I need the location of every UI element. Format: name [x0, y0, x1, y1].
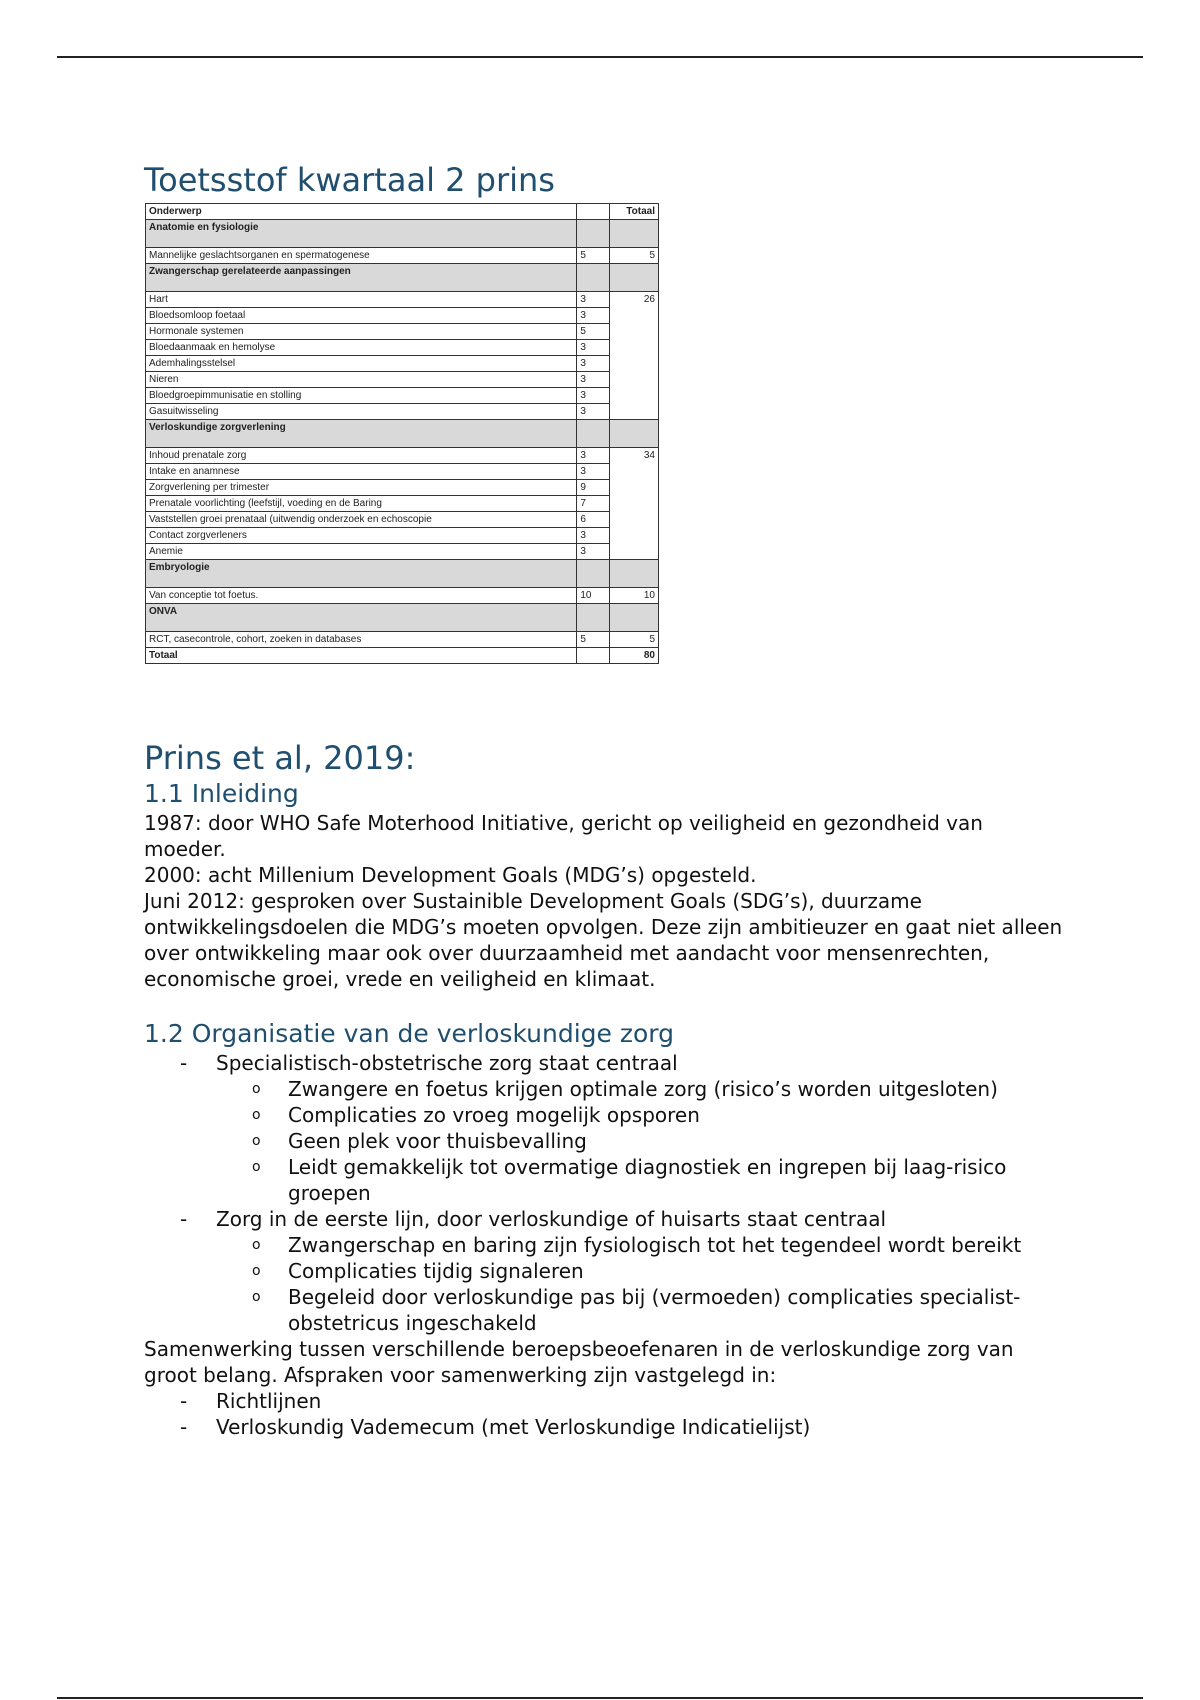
total-label: Totaal	[146, 648, 577, 664]
circle-marker: o	[252, 1263, 261, 1279]
section-count-cell	[577, 560, 610, 588]
section-spacer-cell	[610, 264, 659, 292]
dash-marker: -	[180, 1389, 188, 1413]
list-item	[144, 1388, 1064, 1414]
section-total: 26	[610, 292, 659, 420]
circle-marker: o	[252, 1107, 261, 1123]
section-heading-1-1: 1.1 Inleiding	[144, 779, 299, 808]
row-count: 5	[577, 248, 610, 264]
section-name: Zwangerschap gerelateerde aanpassingen	[146, 264, 577, 292]
section-count-cell	[577, 420, 610, 448]
circle-marker: o	[252, 1159, 261, 1175]
section-name: Anatomie en fysiologie	[146, 220, 577, 248]
section-total: 5	[610, 632, 659, 648]
sub-list-item-text: Geen plek voor thuisbevalling	[288, 1129, 587, 1153]
row-label: Contact zorgverleners	[146, 528, 577, 544]
row-label: Hart	[146, 292, 577, 308]
table-section-row	[146, 604, 659, 632]
row-label: Prenatale voorlichting (leefstijl, voeding en de Baring	[146, 496, 577, 512]
section-count-cell	[577, 220, 610, 248]
main-heading: Prins et al, 2019:	[144, 739, 416, 777]
row-count: 3	[577, 464, 610, 480]
row-count: 9	[577, 480, 610, 496]
sub-list-item	[216, 1128, 1064, 1154]
table-row	[146, 512, 659, 528]
section-spacer-cell	[610, 420, 659, 448]
circle-marker: o	[252, 1081, 261, 1097]
row-count: 3	[577, 356, 610, 372]
section-spacer-cell	[610, 560, 659, 588]
document-body	[144, 160, 1064, 1440]
list-item-text: Specialistisch-obstetrische zorg staat centraal	[216, 1051, 678, 1075]
table-row	[146, 588, 659, 604]
row-count: 3	[577, 340, 610, 356]
sub-list	[216, 1076, 1064, 1206]
table-section-row	[146, 560, 659, 588]
table-row	[146, 372, 659, 388]
exam-topics-table	[145, 203, 659, 664]
row-label: Bloedgroepimmunisatie en stolling	[146, 388, 577, 404]
header-subject: Onderwerp	[146, 204, 577, 220]
sub-list-item	[216, 1258, 1064, 1284]
table-row	[146, 404, 659, 420]
row-count: 3	[577, 544, 610, 560]
sub-list-item-text: Complicaties zo vroeg mogelijk opsporen	[288, 1103, 700, 1127]
row-count: 3	[577, 404, 610, 420]
row-label: Zorgverlening per trimester	[146, 480, 577, 496]
sub-list-item-text: Zwangere en foetus krijgen optimale zorg (risico’s worden uitgesloten)	[288, 1077, 998, 1101]
sub-list-item-text: Leidt gemakkelijk tot overmatige diagnostiek en ingrepen bij laag-risico groepen	[288, 1155, 1007, 1205]
table-row	[146, 464, 659, 480]
dash-marker: -	[180, 1051, 188, 1075]
table-row	[146, 528, 659, 544]
row-label: Inhoud prenatale zorg	[146, 448, 577, 464]
row-count: 5	[577, 324, 610, 340]
table-row	[146, 356, 659, 372]
table-header-row	[146, 204, 659, 220]
row-label: Bloedsomloop foetaal	[146, 308, 577, 324]
row-label: Ademhalingsstelsel	[146, 356, 577, 372]
header-count	[577, 204, 610, 220]
sub-list-item-text: Complicaties tijdig signaleren	[288, 1259, 584, 1283]
section-name: ONVA	[146, 604, 577, 632]
section-spacer-cell	[610, 220, 659, 248]
table-row	[146, 544, 659, 560]
row-label: Nieren	[146, 372, 577, 388]
total-value: 80	[610, 648, 659, 664]
section-total: 10	[610, 588, 659, 604]
table-row	[146, 448, 659, 464]
row-label: Hormonale systemen	[146, 324, 577, 340]
sub-list-item	[216, 1284, 1064, 1336]
agreements-list	[144, 1388, 1064, 1440]
row-count: 3	[577, 388, 610, 404]
list-item-text: Zorg in de eerste lijn, door verloskundige of huisarts staat centraal	[216, 1207, 887, 1231]
row-count: 3	[577, 308, 610, 324]
table-section-row	[146, 264, 659, 292]
section-count-cell	[577, 264, 610, 292]
sub-list-item	[216, 1154, 1064, 1206]
table-row	[146, 480, 659, 496]
section-total: 5	[610, 248, 659, 264]
table-row	[146, 324, 659, 340]
list-item-text: Verloskundig Vademecum (met Verloskundige Indicatielijst)	[216, 1415, 811, 1439]
table-total-row	[146, 648, 659, 664]
care-model-list	[144, 1050, 1064, 1336]
list-item	[144, 1414, 1064, 1440]
table-row	[146, 388, 659, 404]
list-item	[144, 1206, 1064, 1336]
row-count: 3	[577, 372, 610, 388]
row-label: Bloedaanmaak en hemolyse	[146, 340, 577, 356]
sub-list-item	[216, 1232, 1064, 1258]
row-label: Gasuitwisseling	[146, 404, 577, 420]
table-row	[146, 632, 659, 648]
table-row	[146, 340, 659, 356]
page-title: Toetsstof kwartaal 2 prins	[144, 161, 555, 199]
section-spacer-cell	[610, 604, 659, 632]
header-total: Totaal	[610, 204, 659, 220]
sub-list-item-text: Begeleid door verloskundige pas bij (vermoeden) complicaties specialist-obstetricus ingeschakeld	[288, 1285, 1021, 1335]
row-count: 10	[577, 588, 610, 604]
dash-marker: -	[180, 1207, 188, 1231]
sub-list-item	[216, 1076, 1064, 1102]
circle-marker: o	[252, 1289, 261, 1305]
table-row	[146, 496, 659, 512]
table-section-row	[146, 220, 659, 248]
intro-paragraph-2: 2000: acht Millenium Development Goals (MDG’s) opgesteld.	[144, 863, 757, 887]
list-item-text: Richtlijnen	[216, 1389, 322, 1413]
table-section-row	[146, 420, 659, 448]
row-count: 6	[577, 512, 610, 528]
list-item	[144, 1050, 1064, 1206]
row-count: 5	[577, 632, 610, 648]
header-rule	[57, 56, 1143, 58]
circle-marker: o	[252, 1133, 261, 1149]
circle-marker: o	[252, 1237, 261, 1253]
row-label: Mannelijke geslachtsorganen en spermatogenese	[146, 248, 577, 264]
row-count: 7	[577, 496, 610, 512]
row-label: Intake en anamnese	[146, 464, 577, 480]
row-count: 3	[577, 528, 610, 544]
section-name: Embryologie	[146, 560, 577, 588]
footer-rule	[57, 1697, 1143, 1699]
intro-paragraph-3: Juni 2012: gesproken over Sustainible Development Goals (SDG’s), duurzame ontwikkelingsdoelen die MDG’s moeten opvolgen. Deze zijn ambitieuzer en gaat niet alleen over ontwikkeling maar ook over duurzaamheid met aandacht voor mensenrechten, economische groei, vrede en veiligheid en klimaat.	[144, 889, 1063, 991]
sub-list	[216, 1232, 1064, 1336]
row-label: Anemie	[146, 544, 577, 560]
sub-list-item-text: Zwangerschap en baring zijn fysiologisch tot het tegendeel wordt bereikt	[288, 1233, 1022, 1257]
row-label: Van conceptie tot foetus.	[146, 588, 577, 604]
section-heading-1-2: 1.2 Organisatie van de verloskundige zorg	[144, 1019, 674, 1048]
total-count-cell	[577, 648, 610, 664]
row-count: 3	[577, 448, 610, 464]
table-row	[146, 292, 659, 308]
table-row	[146, 308, 659, 324]
collaboration-paragraph: Samenwerking tussen verschillende beroepsbeoefenaren in de verloskundige zorg van groot belang. Afspraken voor samenwerking zijn vastgelegd in:	[144, 1337, 1014, 1387]
table-row	[146, 248, 659, 264]
dash-marker: -	[180, 1415, 188, 1439]
intro-paragraph-1: 1987: door WHO Safe Moterhood Initiative, gericht op veiligheid en gezondheid van moeder.	[144, 811, 983, 861]
row-count: 3	[577, 292, 610, 308]
section-name: Verloskundige zorgverlening	[146, 420, 577, 448]
section-count-cell	[577, 604, 610, 632]
row-label: RCT, casecontrole, cohort, zoeken in databases	[146, 632, 577, 648]
section-total: 34	[610, 448, 659, 560]
row-label: Vaststellen groei prenataal (uitwendig onderzoek en echoscopie	[146, 512, 577, 528]
sub-list-item	[216, 1102, 1064, 1128]
table-body	[146, 204, 659, 664]
